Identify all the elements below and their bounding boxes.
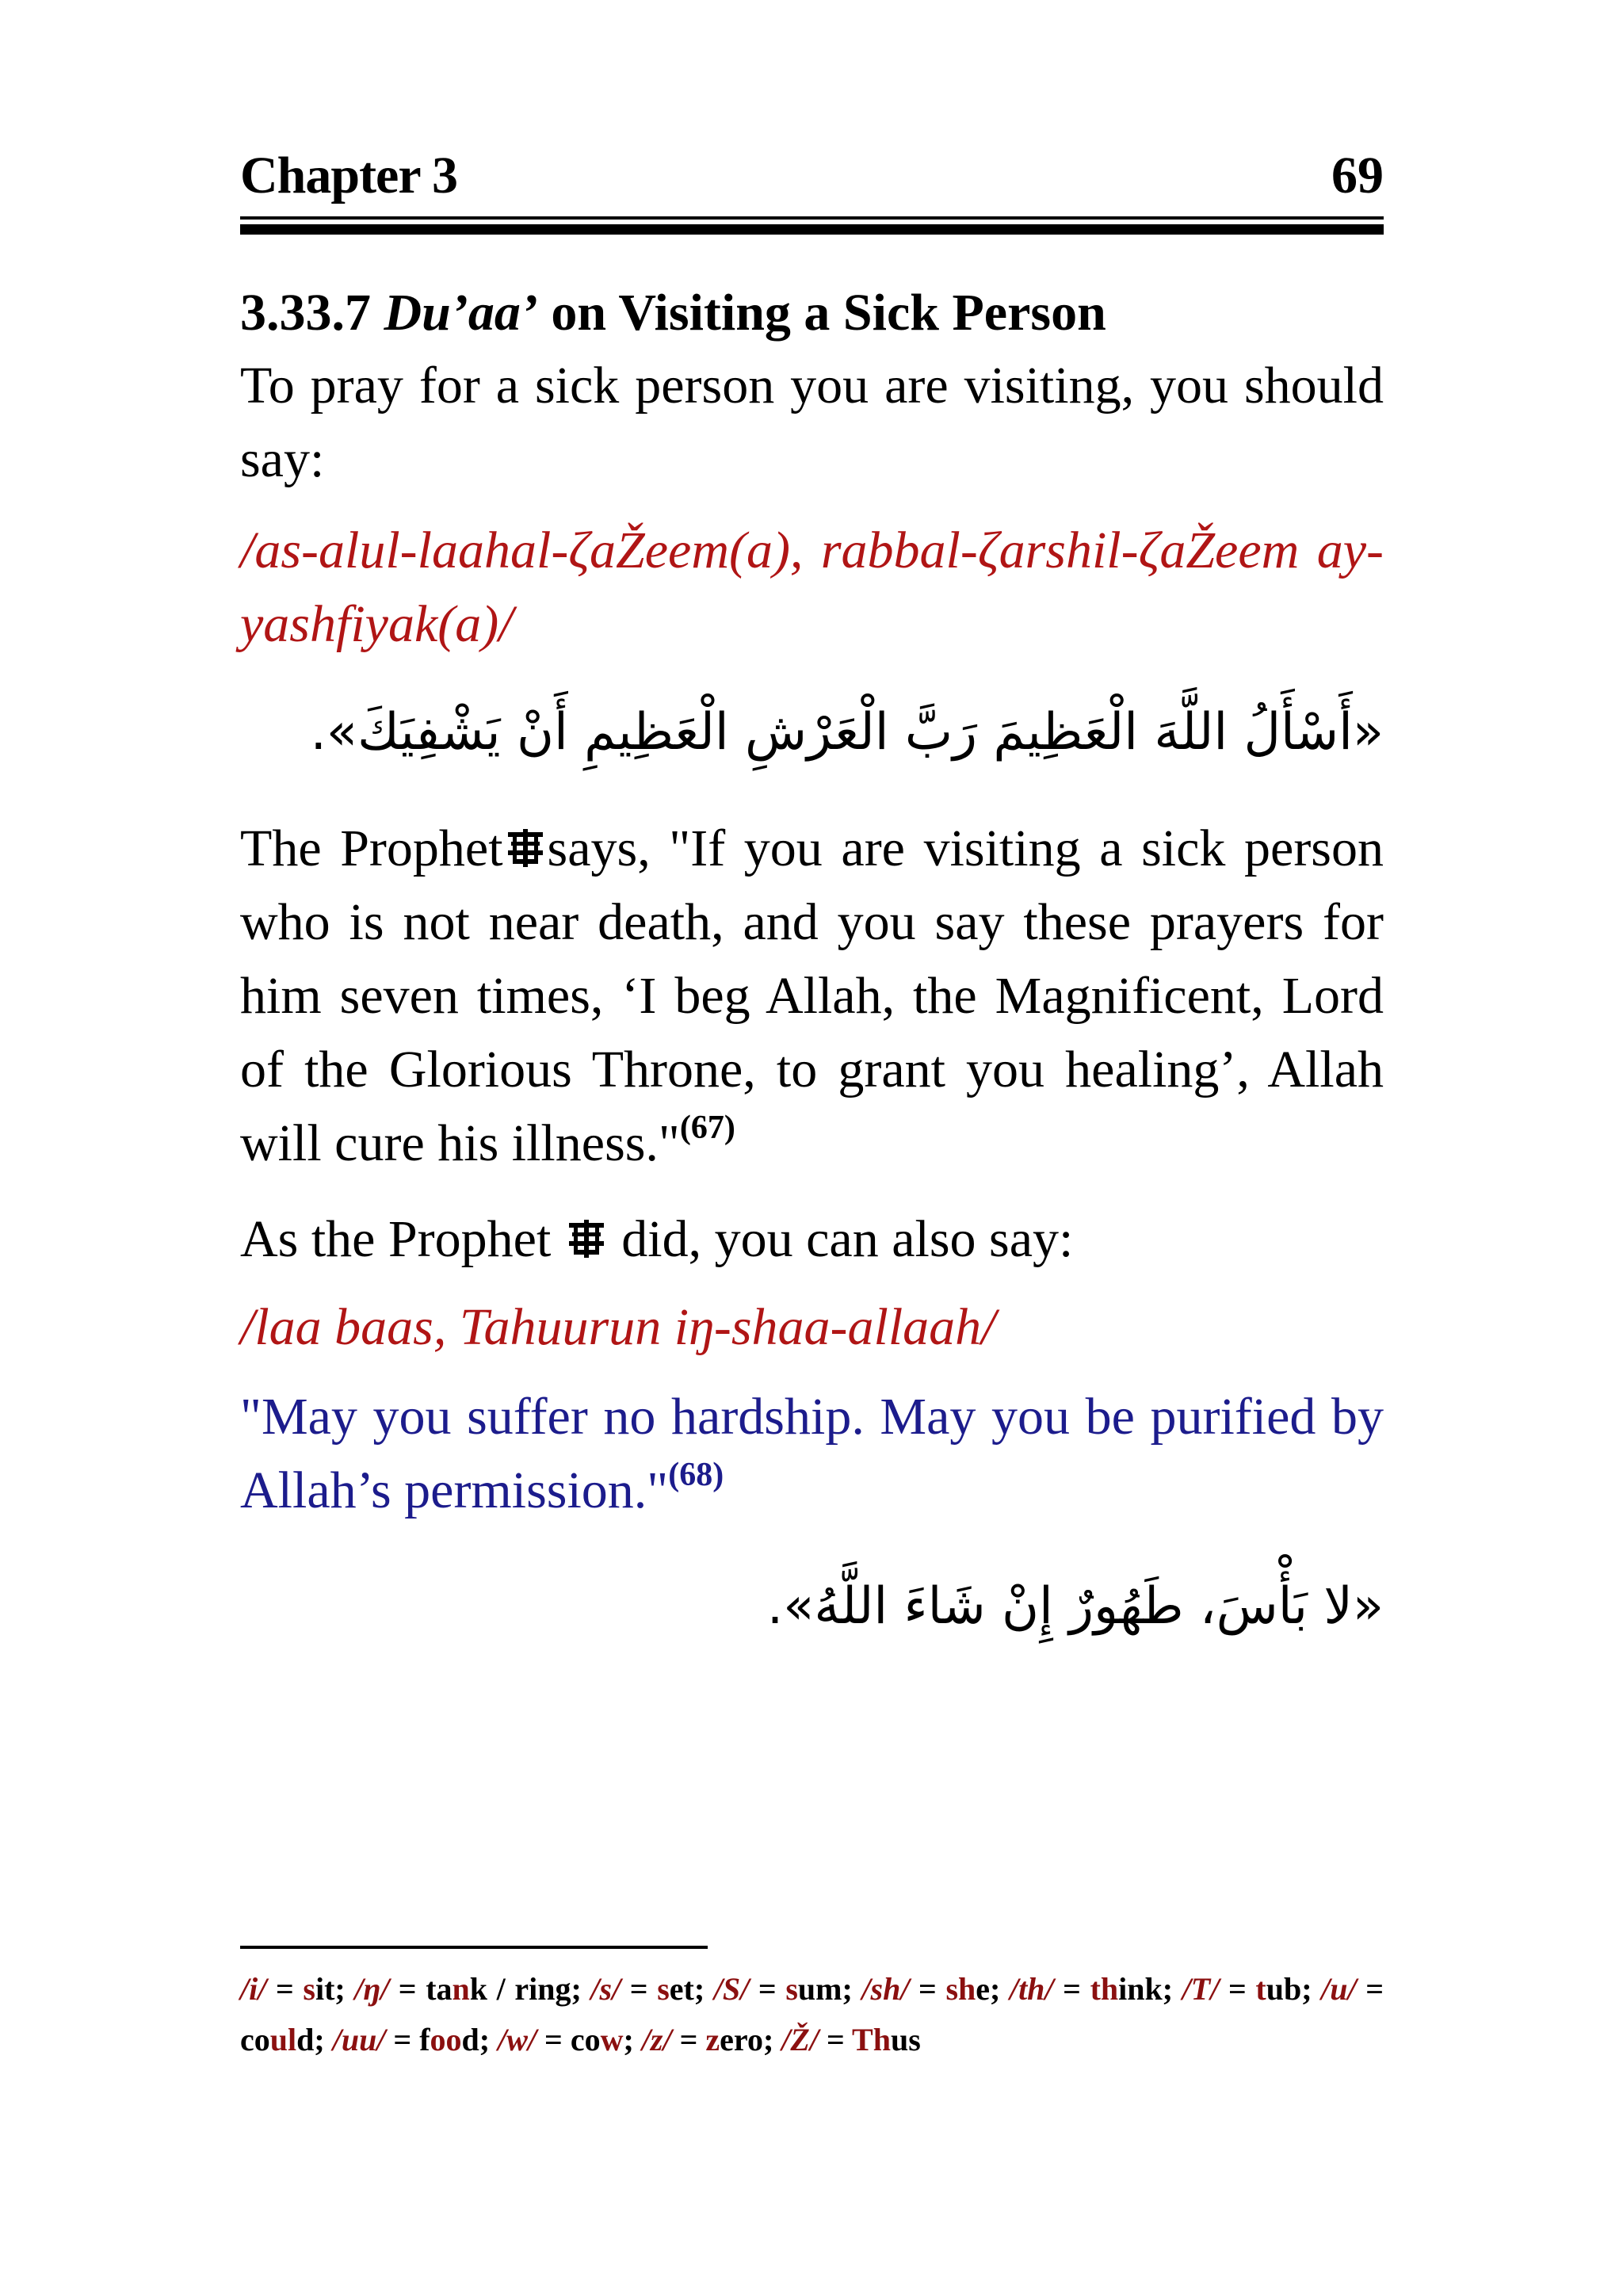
footnote-entry: /th/ = think; <box>1009 1971 1174 2007</box>
page-header <box>240 149 1384 212</box>
salutation-icon <box>564 1217 609 1261</box>
hadith-paragraph <box>240 812 1384 1180</box>
footnote-entry: /sh/ = she; <box>861 1971 1001 2007</box>
footnote-key <box>240 1964 1384 2065</box>
book-page <box>240 0 1384 2296</box>
header-rule-thin <box>240 216 1384 220</box>
footnote-entry: /uu/ = food; <box>332 2022 491 2057</box>
page-body <box>240 277 1384 1646</box>
footnote-rule <box>240 1946 708 1949</box>
footnote-entry: /u/ = could; <box>240 1971 1384 2057</box>
footnote-entry: /S/ = sum; <box>713 1971 853 2007</box>
footnote-entry: /z/ = zero; <box>641 2022 774 2057</box>
footnote-entry: /i/ = sit; <box>240 1971 346 2007</box>
also-say-before: As the Prophet <box>240 1210 552 1268</box>
transliteration-1: /as-alul-laahal-ζaŽeem(a), rabbal-ζarshil-ζaŽeem ay-yashfiyak(a)/ <box>240 521 1384 653</box>
section-title-rest: on Visiting a Sick Person <box>551 284 1106 342</box>
footnote-entry: /Ž/ = Thus <box>781 2022 921 2057</box>
also-say-line <box>240 1202 1384 1276</box>
footnote-ref-68: (68) <box>668 1457 724 1493</box>
footnote-entry: /w/ = cow; <box>498 2022 634 2057</box>
footnote-entry: /ŋ/ = tank / ring; <box>354 1971 582 2007</box>
intro-paragraph: To pray for a sick person you are visiting, you should say: <box>240 357 1384 488</box>
translation-text: "May you suffer no hardship. May you be purified by Allah’s permission." <box>240 1388 1384 1519</box>
footnote-entry: /T/ = tub; <box>1182 1971 1312 2007</box>
salutation-icon <box>503 826 548 870</box>
transliteration-2: /laa baas, Tahuurun iŋ-shaa-allaah/ <box>240 1298 996 1356</box>
section-title <box>240 277 1384 349</box>
section-title-italic: Du’aa’ <box>384 284 538 342</box>
translation-paragraph <box>240 1380 1384 1527</box>
arabic-dua-2: «لا بَأْسَ، طَهُورٌ إِنْ شَاءَ اللَّهُ». <box>766 1577 1384 1636</box>
hadith-before: The Prophet <box>240 819 503 877</box>
footnote-entry: /s/ = set; <box>590 1971 705 2007</box>
section-number: 3.33.7 <box>240 284 371 342</box>
hadith-after: says, "If you are visiting a sick person who is not near death, and you say these prayers for him seven times, ‘I beg Allah, the Magnificent, Lord of the Glorious Throne, to grant you healing’, Allah will cure his illness." <box>240 819 1384 1172</box>
arabic-dua-1: «أَسْأَلُ اللَّهَ الْعَظِيمَ رَبَّ الْعَرْشِ الْعَظِيمِ أَنْ يَشْفِيَكَ». <box>310 703 1384 762</box>
also-say-after: did, you can also say: <box>621 1210 1074 1268</box>
chapter-label: Chapter 3 <box>240 147 457 204</box>
page-number: 69 <box>1331 147 1384 204</box>
footnote-ref-67: (67) <box>679 1110 735 1146</box>
header-rule-thick <box>240 224 1384 235</box>
